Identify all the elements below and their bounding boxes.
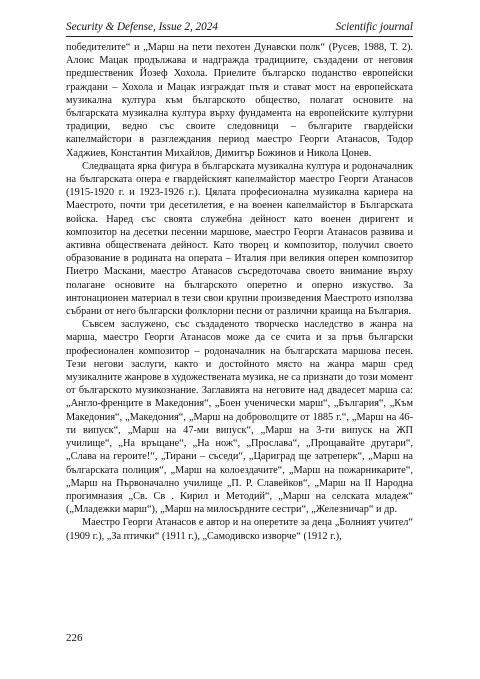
running-header (66, 20, 413, 34)
journal-type-label: Scientific journal (335, 21, 413, 33)
paragraph: Маестро Георги Атанасов е автор и на оперетите за деца „Болният учител“ (1909 г.), „За птички“ (1911 г.), „Самодивско изворче“ (1912 г.), (66, 517, 413, 542)
paragraph: Следващата ярка фигура в българската музикална култура и родоначалник на българската опера е гвардейският капелмайстор маестро Георги Атанасов (1915-1920 г. и 1923-1926 г.). Цялата професионална музикална кариера на Маестрото, почти три десетилетия, е на военен капелмайстор в Българската войска. Наред със своята служебна дейност като военен диригент и композитор на десетки песенни маршове, маестро Георги Атанасов развива и активна обществената дейност. Като творец и композитор, получил своето образование в родината на операта – Италия при великия оперен композитор Пиетро Маскани, маестро Атанасов съсредоточава своето внимание върху полагане основите на българското оперетно и оперно изкуство. За интонационен материал в тези свои крупни произведения Маестрото използва събрани от него български фолклорни песни от различни краища на България. (66, 160, 413, 318)
paragraph: Съвсем заслужено, със създаденото творческо наследство в жанра на марша, маестро Георги Атанасов може да се счита и за пръв български професионален композитор – родоначалник на българската маршова песен. Тези негови заслуги, както и достойното място на жанра марш сред музикалните жанрове в художествената музика, не са признати до този момент от българското музикознание. Заглавията на неговите над двадесет марша са: „Англо-френците в Македония“, „Боен ученически марш“, „България“, „Към Македония“, „Македония“, „Марш на доброволците от 1885 г.“, „Марш на 46-ти випуск“, „Марш на 47-ми випуск“, „Марш на 3-ти випуск на ЖП училище“, „На връщане“, „На нож“, „Прослава“, „Прощавайте другари“, „Слава на героите!“, „Тирани – съседи“, „Цариград ще затреперк“, „Марш на българската полиция“, „Марш на колоездачите“, „Марш на пожарникарите“, „Марш на Първоначално училище „П. Р. Славейков“, „Марш на II Народна прогимназия „Св. Св . Кирил и Методий“, „Марш на селската младеж“ („Младежки марш“), „Марш на милосърдните сестри“, „Железничар“ и др. (66, 319, 413, 516)
page-number: 226 (66, 632, 83, 644)
header-divider (66, 36, 413, 37)
paragraph: победителите“ и „Марш на пети пехотен Дунавски полк“ (Русев, 1988, Т. 2). Алоис Мацак продължава и надгражда традициите, създадени от неговия предшественик Йозеф Хохола. Приелите българско поданство европейски граждани – Хохола и Мацак изграждат пътя и стават мост на европейската музикална култура към българското общество, полагат основите на българската музикална култура върху фундамента на европейските културни традиции, ведно със своите следовници – българите гвардейски капелмайстори в разглеждания период маестро Георги Атанасов, Тодор Хаджиев, Константин Михайлов, Димитър Божинов и Никола Цонев. (66, 42, 413, 159)
journal-issue-label: Security & Defense, Issue 2, 2024 (66, 21, 218, 33)
article-body (66, 41, 413, 543)
